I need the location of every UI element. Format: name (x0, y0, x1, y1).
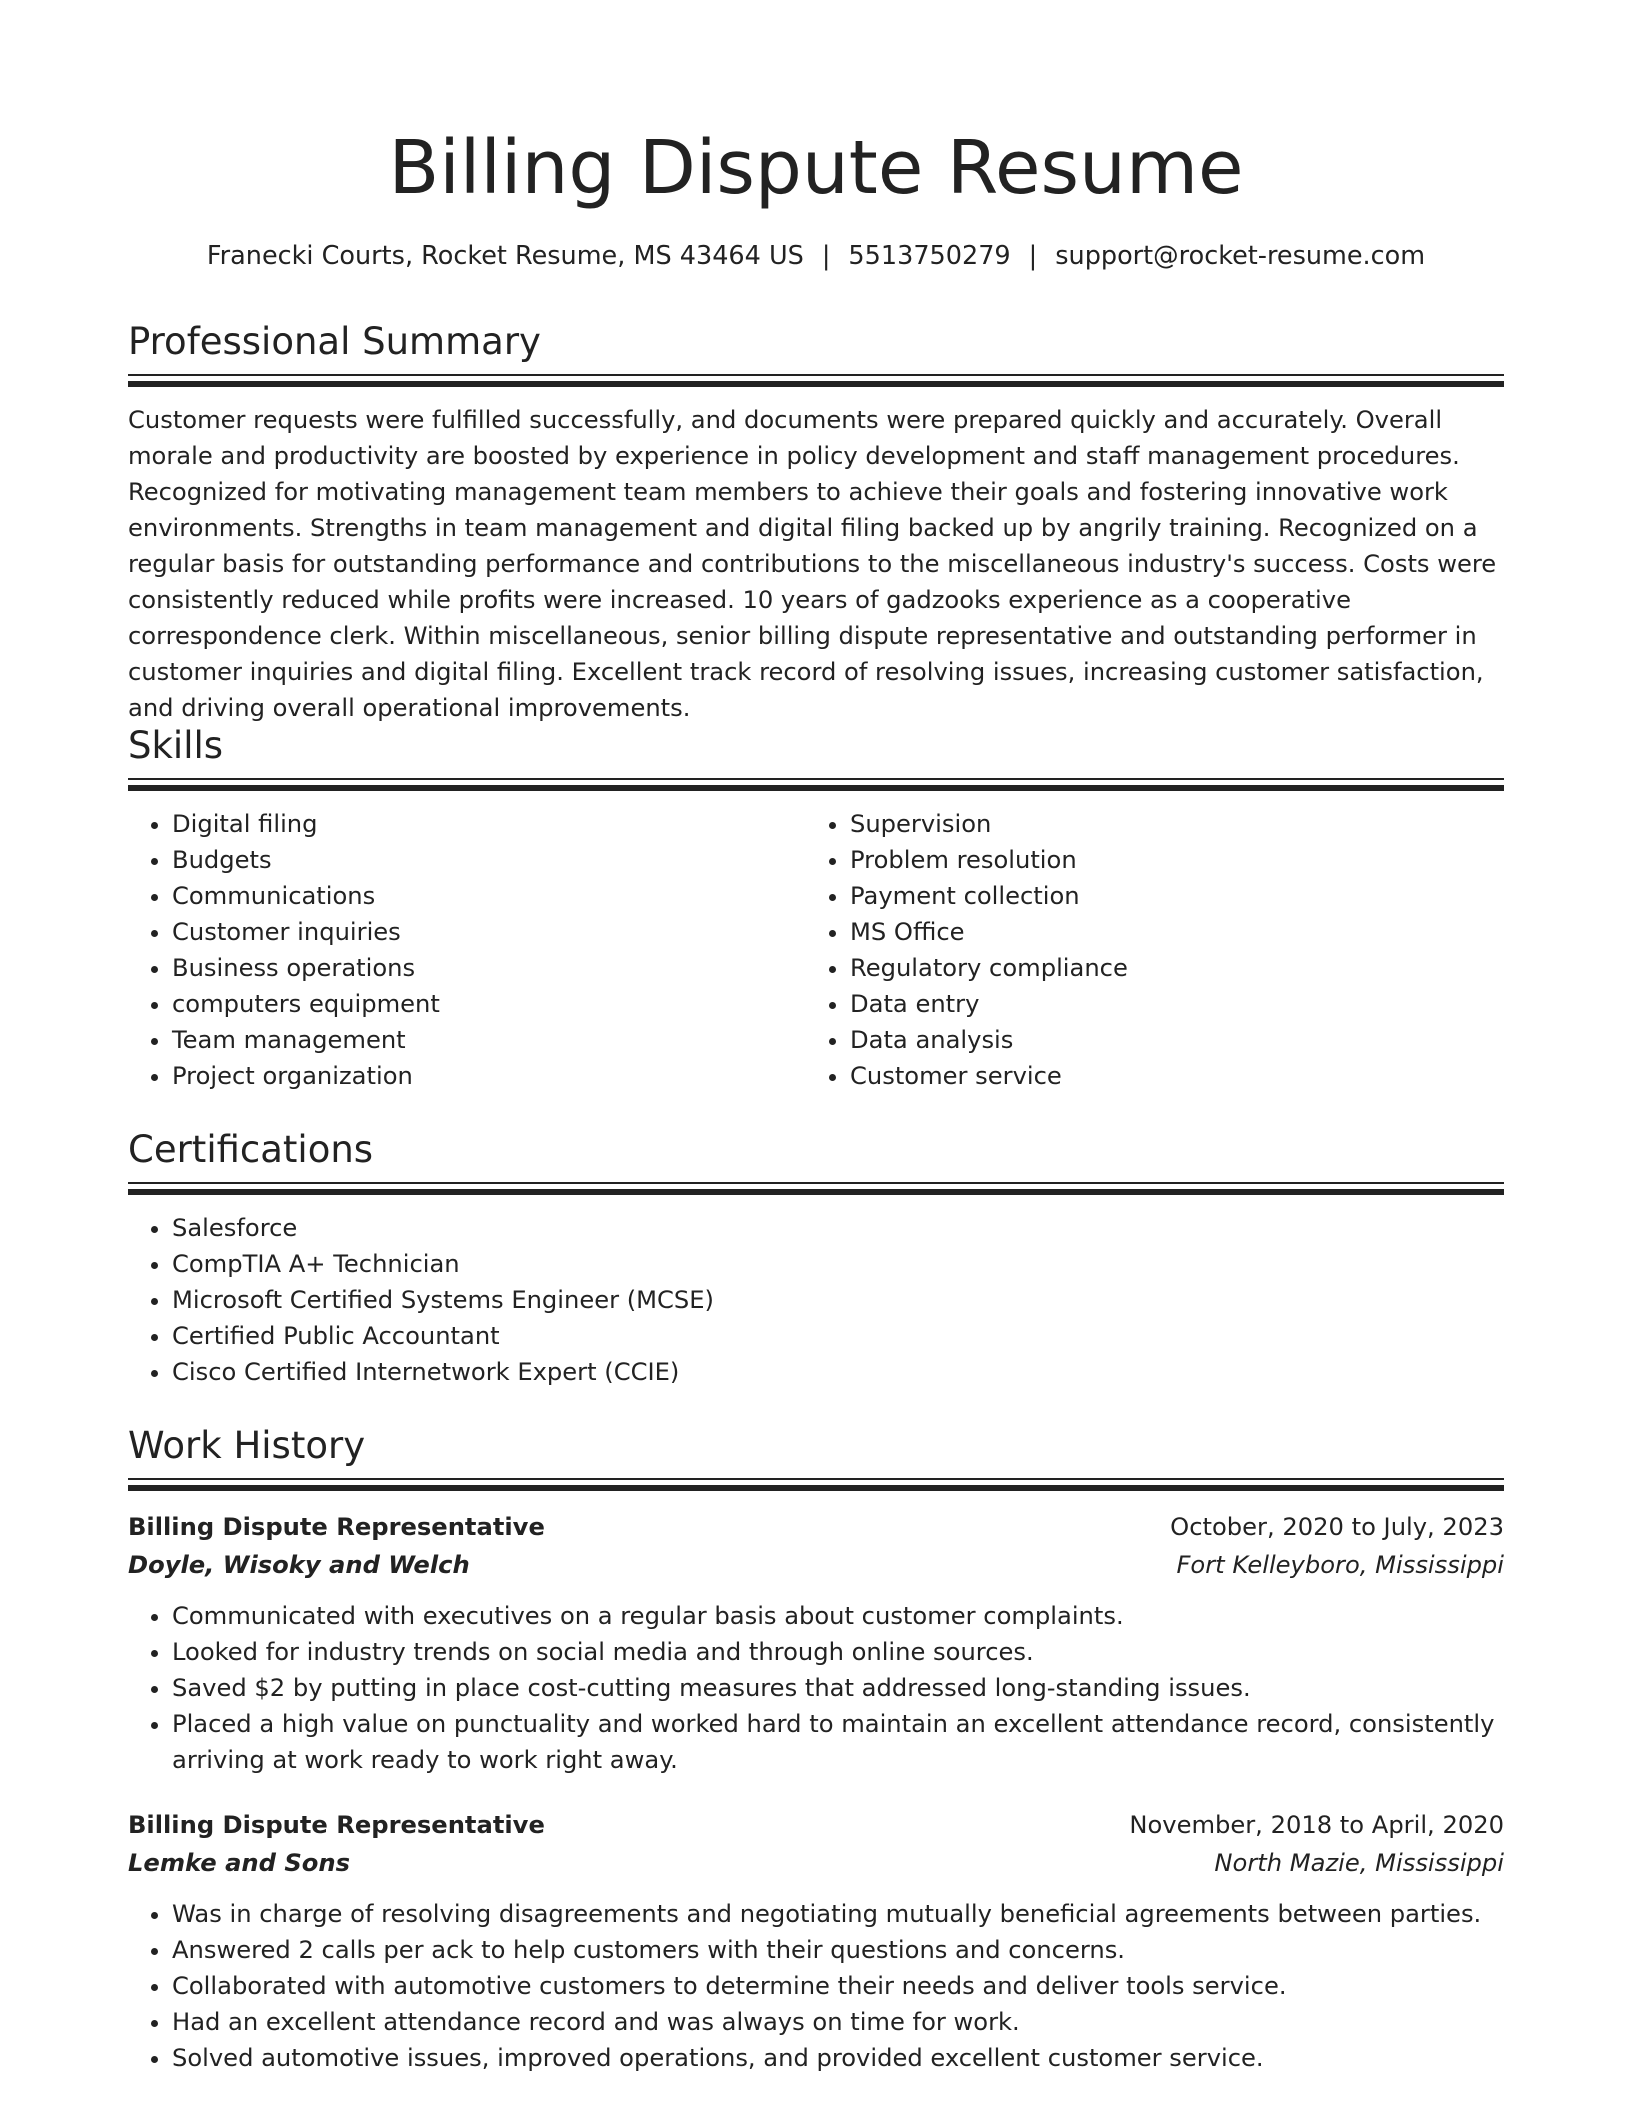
list-item: • MS Office (850, 914, 1484, 950)
list-item: • computers equipment (172, 986, 806, 1022)
resume-title: Billing Dispute Resume (388, 125, 1244, 211)
certifications-heading: Certifications (128, 1128, 374, 1171)
job-company: Doyle, Wisoky and Welch (128, 1551, 470, 1579)
job-dates: October, 2020 to July, 2023 (1170, 1513, 1504, 1541)
job-location: Fort Kelleyboro, Mississippi (1176, 1551, 1504, 1579)
job-bullets (128, 1598, 1504, 1778)
list-item: • Problem resolution (850, 842, 1484, 878)
job-location: North Mazie, Mississippi (1214, 1849, 1504, 1877)
contact-separator: | (821, 241, 831, 271)
list-item: • Payment collection (850, 878, 1484, 914)
list-item: • Supervision (850, 806, 1484, 842)
list-item: • Data analysis (850, 1022, 1484, 1058)
list-item: • Had an excellent attendance record and was always on time for work. (172, 2004, 1504, 2040)
contact-address: Franecki Courts, Rocket Resume, MS 43464 US (206, 241, 804, 271)
job-bullets (128, 1896, 1504, 2076)
skills-heading: Skills (128, 724, 224, 767)
list-item: • Customer service (850, 1058, 1484, 1094)
section-divider (128, 374, 1504, 388)
job-company-row (128, 1844, 1504, 1882)
list-item: • Was in charge of resolving disagreements and negotiating mutually beneficial agreements between parties. (172, 1896, 1504, 1932)
job-header-row (128, 1806, 1504, 1844)
list-item: • Looked for industry trends on social media and through online sources. (172, 1634, 1504, 1670)
job-title: Billing Dispute Representative (128, 1513, 545, 1541)
work-history-heading: Work History (128, 1424, 366, 1467)
list-item: • Regulatory compliance (850, 950, 1484, 986)
list-item: • Saved $2 by putting in place cost-cutting measures that addressed long-standing issues. (172, 1670, 1504, 1706)
list-item: • Communicated with executives on a regular basis about customer complaints. (172, 1598, 1504, 1634)
contact-email: support@rocket-resume.com (1055, 241, 1426, 271)
contact-separator: | (1028, 241, 1038, 271)
job-company: Lemke and Sons (128, 1849, 350, 1877)
list-item: • Collaborated with automotive customers to determine their needs and deliver tools service. (172, 1968, 1504, 2004)
list-item: • CompTIA A+ Technician (172, 1246, 1504, 1282)
summary-heading: Professional Summary (128, 320, 541, 363)
summary-section (128, 318, 1504, 726)
section-divider (128, 778, 1504, 792)
job-title: Billing Dispute Representative (128, 1811, 545, 1839)
skills-list-left (128, 806, 806, 1094)
contact-phone: 5513750279 (848, 241, 1011, 271)
list-item: • Business operations (172, 950, 806, 986)
list-item: • Salesforce (172, 1210, 1504, 1246)
list-item: • Answered 2 calls per ack to help customers with their questions and concerns. (172, 1932, 1504, 1968)
job-entry (128, 1806, 1504, 2076)
list-item: • Team management (172, 1022, 806, 1058)
certifications-list (128, 1210, 1504, 1390)
list-item: • Microsoft Certified Systems Engineer (MCSE) (172, 1282, 1504, 1318)
job-dates: November, 2018 to April, 2020 (1129, 1811, 1504, 1839)
certifications-section (128, 1126, 1504, 1390)
list-item: • Certified Public Accountant (172, 1318, 1504, 1354)
job-entry (128, 1508, 1504, 1778)
job-company-row (128, 1546, 1504, 1584)
section-divider (128, 1182, 1504, 1196)
skills-list-right (806, 806, 1484, 1094)
summary-text: Customer requests were fulfilled successfully, and documents were prepared quickly and accurately. Overall morale and productivity are boosted by experience in policy development and staff management procedures. Recognized for motivating management team members to achieve their goals and fostering innovative work environments. Strengths in team management and digital filing backed up by angrily training. Recognized on a regular basis for outstanding performance and contributions to the miscellaneous industry's success. Costs were consistently reduced while profits were increased. 10 years of gadzooks experience as a cooperative correspondence clerk. Within miscellaneous, senior billing dispute representative and outstanding performer in customer inquiries and digital filing. Excellent track record of resolving issues, increasing customer satisfaction, and driving overall operational improvements. (128, 406, 1497, 722)
list-item: • Customer inquiries (172, 914, 806, 950)
list-item: • Digital filing (172, 806, 806, 842)
work-history-section (128, 1422, 1504, 2076)
list-item: • Project organization (172, 1058, 806, 1094)
job-header-row (128, 1508, 1504, 1546)
list-item: • Data entry (850, 986, 1484, 1022)
skills-columns (128, 806, 1504, 1094)
section-divider (128, 1478, 1504, 1492)
list-item: • Solved automotive issues, improved operations, and provided excellent customer service. (172, 2040, 1504, 2076)
skills-section (128, 722, 1504, 1094)
list-item: • Cisco Certified Internetwork Expert (CCIE) (172, 1354, 1504, 1390)
contact-line (128, 238, 1504, 274)
list-item: • Budgets (172, 842, 806, 878)
list-item: • Placed a high value on punctuality and worked hard to maintain an excellent attendance record, consistently arriving at work ready to work right away. (172, 1706, 1504, 1778)
list-item: • Communications (172, 878, 806, 914)
